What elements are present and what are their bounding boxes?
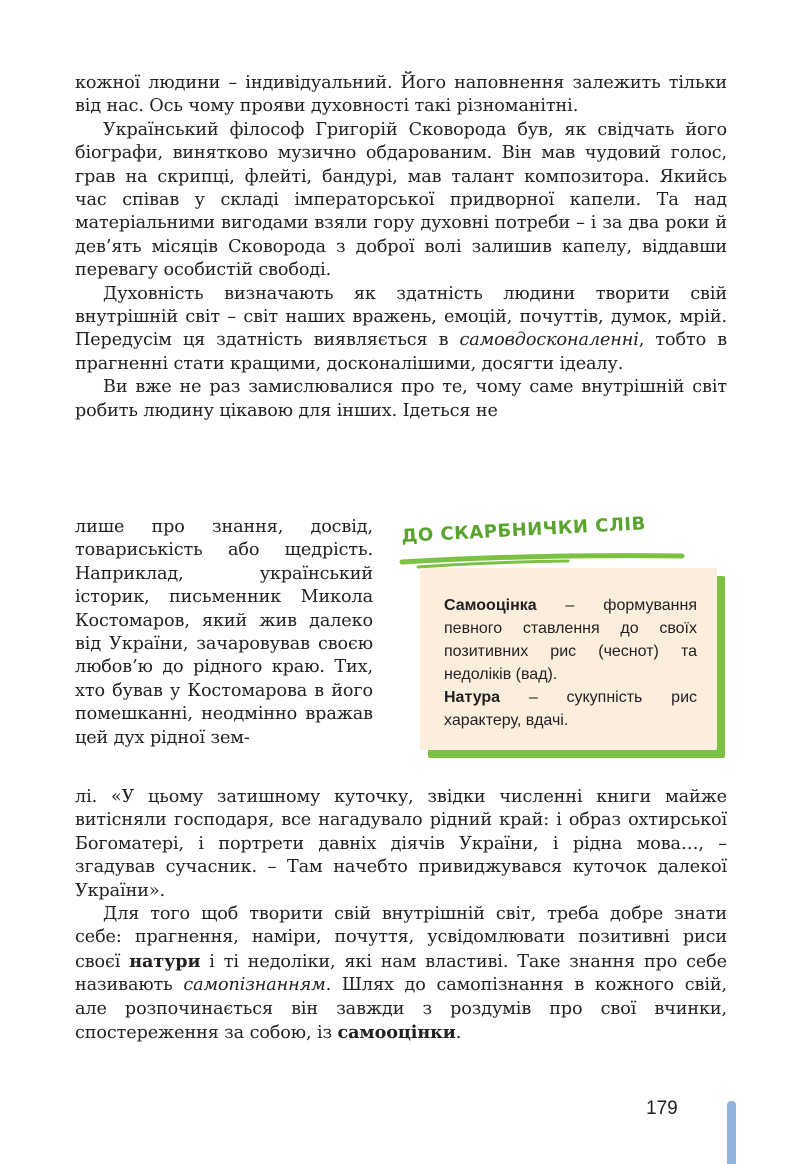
paragraph-3-text-end: , тобто в прагненні стати кращими, досконалішими, досягти ідеалу. xyxy=(75,330,728,374)
paragraph-1: кожної людини – індивідуальний. Його наповнення залежить тільки від нас. Ось чому прояви духовності такі різноманітні. xyxy=(75,73,727,117)
page-edge-bar xyxy=(727,1101,736,1164)
vocab-title-underline xyxy=(398,548,688,570)
paragraph-2: Український філософ Григорій Сковорода був, як свідчать його біографи, винятково музично обдарованим. Він мав чудовий голос, грав на скрипці, флейті, бандурі, мав талант композитора. Якийсь час співав у складі імператорської придворної капели. Та над матеріальними вигодами взяли гору духовні потреби – і за два роки й дев’ять місяців Сковорода з доброї волі залишив капелу, віддавши перевагу особистій свободі. xyxy=(75,119,727,281)
term-nature: натури xyxy=(129,950,201,972)
paragraph-5-text-3: . Шлях до самопізнання в кожного свій, але розпочинається він завжди з роздумів про свої вчинки, спостереження за собою, із xyxy=(75,975,727,1044)
paragraph-3-text: Духовність визначають як здатність людини творити свій внутрішній світ – світ наших вражень, емоцій, почуттів, думок, мрій. Передусім ця здатність виявляється в xyxy=(75,283,727,351)
page-number: 179 xyxy=(646,1098,678,1119)
term-self-knowledge: самопізнанням xyxy=(183,975,326,996)
vocab-entry-self-esteem xyxy=(444,594,697,686)
body-text-bottom xyxy=(75,786,727,1045)
paragraph-5-text-4: . xyxy=(455,1023,462,1044)
vocab-title: ДО СКАРБНИЧКИ СЛІВ xyxy=(400,513,647,547)
paragraph-4-narrow-1: лише про знання, досвід, xyxy=(75,517,373,537)
body-text-top xyxy=(75,72,727,423)
paragraph-5-text-1: Для того щоб творити свій внутрішній світ, треба добре знати себе: прагнення, наміри, почуття, усвідомлювати позитивні риси своєї xyxy=(75,904,727,972)
paragraph-4-start: Ви вже не раз замислювалися про те, чому саме внутрішній світ робить людину цікавою для інших. Ідеться не xyxy=(75,377,727,421)
term-self-esteem: самооцінки xyxy=(337,1022,456,1044)
paragraph-3 xyxy=(75,283,727,377)
paragraph-4-narrow-2: товариськість або щедрість. xyxy=(75,540,373,561)
body-text-narrow xyxy=(75,516,373,750)
paragraph-4-narrow-3: Наприклад, український історик, письменник Микола Костомаров, який жив далеко від України, зачаровував своєю любов’ю до рідного краю. Тих, хто бував у Костомарова в його помешканні, неодмінно вражав цей дух рідної зем- xyxy=(75,563,373,748)
vocab-entry-nature xyxy=(444,686,697,732)
paragraph-4-continued: лі. «У цьому затишному куточку, звідки численні книги майже витісняли господаря, все нагадувало рідний край: і образ охтирської Богоматері, і портрети давніх діячів України, і рідна мова…, – згадував сучасник. – Там начебто привиджувався куточок далекої України». xyxy=(75,787,727,901)
vocab-def-nature: – сукупність рис характеру, вдачі. xyxy=(444,689,697,729)
vocab-term-self-esteem: Самооцінка xyxy=(444,597,537,614)
vocab-box xyxy=(420,568,717,750)
paragraph-5-text-2: і ті недоліки, які нам властиві. Таке знання про себе називають xyxy=(75,951,727,996)
term-self-improvement: самовдосконаленні xyxy=(459,330,639,351)
vocab-term-nature: Натура xyxy=(444,689,501,706)
paragraph-5 xyxy=(75,903,727,1045)
vocab-def-self-esteem: – формування певного ставлення до своїх позитивних рис (чеснот) та недоліків (вад). xyxy=(444,597,697,683)
